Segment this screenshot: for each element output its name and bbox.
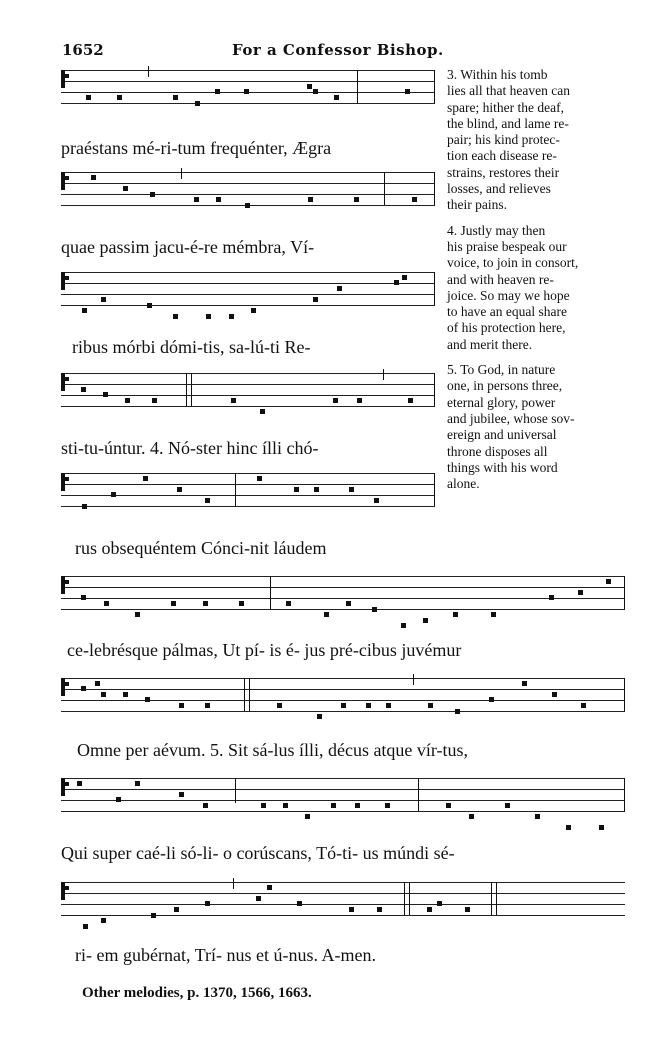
neume-icon bbox=[77, 781, 82, 786]
staff-mark bbox=[61, 70, 435, 71]
neume-icon bbox=[606, 579, 611, 584]
staff-mark bbox=[61, 81, 435, 82]
bar-line-icon bbox=[235, 778, 236, 803]
neume-icon bbox=[308, 197, 313, 202]
neume-icon bbox=[147, 303, 152, 308]
neume-icon bbox=[91, 175, 96, 180]
neume-icon bbox=[174, 907, 179, 912]
other-melodies-note: Other melodies, p. 1370, 1566, 1663. bbox=[82, 985, 312, 1001]
neume-icon bbox=[386, 703, 391, 708]
chant-staff-5 bbox=[61, 473, 435, 517]
neume-icon bbox=[205, 703, 210, 708]
neume-icon bbox=[337, 286, 342, 291]
bar-line-icon bbox=[235, 473, 236, 506]
neume-icon bbox=[257, 476, 262, 481]
neume-icon bbox=[341, 703, 346, 708]
chant-staff-8 bbox=[61, 778, 625, 822]
neume-icon bbox=[522, 681, 527, 686]
neume-icon bbox=[314, 487, 319, 492]
neume-icon bbox=[355, 803, 360, 808]
staff-mark bbox=[434, 172, 435, 205]
staff-mark bbox=[61, 384, 435, 385]
double-bar-icon bbox=[186, 373, 192, 406]
staff-mark bbox=[64, 682, 69, 686]
do-clef-icon bbox=[61, 70, 65, 88]
neume-icon bbox=[135, 781, 140, 786]
neume-icon bbox=[581, 703, 586, 708]
neume-icon bbox=[469, 814, 474, 819]
staff-mark bbox=[61, 811, 625, 812]
lyric-line-4: sti-tu-úntur. 4. Nó-ster hinc ílli chó- bbox=[61, 438, 319, 458]
staff-mark bbox=[624, 576, 625, 609]
neume-icon bbox=[123, 186, 128, 191]
neume-icon bbox=[423, 618, 428, 623]
staff-mark bbox=[61, 882, 625, 883]
neume-icon bbox=[135, 612, 140, 617]
staff-mark bbox=[61, 172, 435, 173]
chant-staff-1 bbox=[61, 70, 435, 114]
staff-mark bbox=[61, 711, 625, 712]
staff-mark bbox=[418, 778, 419, 811]
staff-mark bbox=[64, 886, 69, 890]
neume-icon bbox=[331, 803, 336, 808]
staff-mark bbox=[61, 484, 435, 485]
neume-icon bbox=[566, 825, 571, 830]
neume-icon bbox=[366, 703, 371, 708]
neume-icon bbox=[143, 476, 148, 481]
staff-mark bbox=[64, 477, 69, 481]
neume-icon bbox=[103, 392, 108, 397]
neume-icon bbox=[305, 814, 310, 819]
neume-icon bbox=[111, 492, 116, 497]
neume-icon bbox=[267, 885, 272, 890]
neume-icon bbox=[385, 803, 390, 808]
neume-icon bbox=[489, 697, 494, 702]
neume-icon bbox=[150, 192, 155, 197]
neume-icon bbox=[549, 595, 554, 600]
neume-icon bbox=[245, 203, 250, 208]
neume-icon bbox=[324, 612, 329, 617]
neume-icon bbox=[446, 803, 451, 808]
neume-icon bbox=[286, 601, 291, 606]
neume-icon bbox=[117, 95, 122, 100]
chant-staff-2 bbox=[61, 172, 435, 216]
do-clef-icon bbox=[61, 576, 65, 594]
neume-icon bbox=[427, 907, 432, 912]
neume-icon bbox=[412, 197, 417, 202]
stanza-text-column bbox=[447, 67, 623, 501]
neume-icon bbox=[95, 681, 100, 686]
staff-mark bbox=[61, 305, 435, 306]
neume-icon bbox=[203, 601, 208, 606]
neume-icon bbox=[357, 398, 362, 403]
staff-mark bbox=[61, 587, 625, 588]
staff-mark bbox=[434, 373, 435, 406]
neume-icon bbox=[152, 398, 157, 403]
staff-mark bbox=[233, 878, 234, 889]
staff-mark bbox=[64, 580, 69, 584]
staff-mark bbox=[61, 395, 435, 396]
neume-icon bbox=[405, 89, 410, 94]
neume-icon bbox=[505, 803, 510, 808]
neume-icon bbox=[260, 409, 265, 414]
staff-mark bbox=[64, 74, 69, 78]
neume-icon bbox=[215, 89, 220, 94]
double-bar-icon bbox=[244, 678, 250, 711]
lyric-line-9: ri- em gubérnat, Trí- nus et ú-nus. A-men. bbox=[75, 945, 376, 965]
staff-mark bbox=[61, 294, 435, 295]
staff-mark bbox=[61, 778, 625, 779]
neume-icon bbox=[123, 692, 128, 697]
neume-icon bbox=[317, 714, 322, 719]
neume-icon bbox=[372, 607, 377, 612]
do-clef-icon bbox=[61, 172, 65, 190]
staff-mark bbox=[61, 406, 435, 407]
staff-mark bbox=[61, 678, 625, 679]
staff-mark bbox=[434, 473, 435, 506]
staff-mark bbox=[61, 576, 625, 577]
neume-icon bbox=[206, 314, 211, 319]
staff-mark bbox=[61, 103, 435, 104]
neume-icon bbox=[173, 314, 178, 319]
lyric-line-2: quae passim jacu-é-re mémbra, Ví- bbox=[61, 237, 315, 257]
neume-icon bbox=[374, 498, 379, 503]
chant-staff-4 bbox=[61, 373, 435, 417]
neume-icon bbox=[151, 913, 156, 918]
neume-icon bbox=[82, 504, 87, 509]
neume-icon bbox=[203, 803, 208, 808]
staff-mark bbox=[61, 598, 625, 599]
bar-line-icon bbox=[357, 70, 358, 103]
chant-staff-3 bbox=[61, 272, 435, 316]
lyric-line-3: ribus mórbi dómi-tis, sa-lú-ti Re- bbox=[72, 337, 311, 357]
bar-line-icon bbox=[270, 576, 271, 609]
neume-icon bbox=[194, 197, 199, 202]
staff-mark bbox=[61, 373, 435, 374]
neume-icon bbox=[294, 487, 299, 492]
neume-icon bbox=[231, 398, 236, 403]
staff-mark bbox=[61, 272, 435, 273]
neume-icon bbox=[277, 703, 282, 708]
neume-icon bbox=[394, 280, 399, 285]
neume-icon bbox=[261, 803, 266, 808]
neume-icon bbox=[552, 692, 557, 697]
neume-icon bbox=[346, 601, 351, 606]
staff-mark bbox=[61, 915, 625, 916]
neume-icon bbox=[244, 89, 249, 94]
neume-icon bbox=[535, 814, 540, 819]
staff-mark bbox=[61, 283, 435, 284]
do-clef-icon bbox=[61, 678, 65, 696]
neume-icon bbox=[205, 498, 210, 503]
neume-icon bbox=[307, 84, 312, 89]
neume-icon bbox=[334, 95, 339, 100]
neume-icon bbox=[437, 901, 442, 906]
do-clef-icon bbox=[61, 272, 65, 290]
neume-icon bbox=[82, 308, 87, 313]
neume-icon bbox=[491, 612, 496, 617]
staff-mark bbox=[64, 377, 69, 381]
neume-icon bbox=[313, 297, 318, 302]
neume-icon bbox=[101, 692, 106, 697]
neume-icon bbox=[173, 95, 178, 100]
neume-icon bbox=[455, 709, 460, 714]
neume-icon bbox=[408, 398, 413, 403]
do-clef-icon bbox=[61, 778, 65, 796]
staff-mark bbox=[64, 276, 69, 280]
bar-line-icon bbox=[384, 172, 385, 205]
neume-icon bbox=[101, 297, 106, 302]
neume-icon bbox=[354, 197, 359, 202]
staff-mark bbox=[434, 70, 435, 103]
lyric-line-8: Qui super caé-li só-li- o corúscans, Tó-ti- us múndi sé- bbox=[61, 843, 455, 863]
chant-staff-6 bbox=[61, 576, 625, 620]
neume-icon bbox=[239, 601, 244, 606]
neume-icon bbox=[81, 387, 86, 392]
chant-staff-9 bbox=[61, 882, 625, 926]
staff-mark bbox=[624, 778, 625, 811]
staff-mark bbox=[148, 66, 149, 77]
staff-mark bbox=[61, 689, 625, 690]
neume-icon bbox=[349, 487, 354, 492]
neume-icon bbox=[349, 907, 354, 912]
double-bar-icon bbox=[491, 882, 497, 915]
running-title: For a Confessor Bishop. bbox=[232, 41, 444, 59]
neume-icon bbox=[104, 601, 109, 606]
double-bar-icon bbox=[404, 882, 410, 915]
staff-mark bbox=[413, 674, 414, 685]
neume-icon bbox=[81, 595, 86, 600]
neume-icon bbox=[179, 703, 184, 708]
do-clef-icon bbox=[61, 373, 65, 391]
do-clef-icon bbox=[61, 882, 65, 900]
lyric-line-6: ce-lebrésque pálmas, Ut pí- is é- jus pré-cibus juvémur bbox=[67, 640, 462, 660]
neume-icon bbox=[86, 95, 91, 100]
staff-mark bbox=[181, 168, 182, 179]
staff-mark bbox=[61, 789, 625, 790]
lyric-line-1: praéstans mé-ri-tum frequénter, Ægra bbox=[61, 138, 332, 158]
staff-mark bbox=[61, 495, 435, 496]
bar-line-icon bbox=[434, 272, 435, 305]
neume-icon bbox=[283, 803, 288, 808]
neume-icon bbox=[125, 398, 130, 403]
neume-icon bbox=[313, 89, 318, 94]
lyric-line-5: rus obsequéntem Cónci-nit láudem bbox=[75, 538, 327, 558]
do-clef-icon bbox=[61, 473, 65, 491]
neume-icon bbox=[251, 308, 256, 313]
neume-icon bbox=[81, 686, 86, 691]
staff-mark bbox=[61, 506, 435, 507]
staff-mark bbox=[624, 678, 625, 711]
neume-icon bbox=[297, 901, 302, 906]
neume-icon bbox=[453, 612, 458, 617]
stanza-5: 5. To God, in nature one, in persons three, eternal glory, power and jubilee, whose sov- ereign and universal throne disposes all things with his word alone. bbox=[447, 362, 575, 492]
neume-icon bbox=[599, 825, 604, 830]
chant-staff-7 bbox=[61, 678, 625, 722]
staff-mark bbox=[64, 176, 69, 180]
neume-icon bbox=[256, 896, 261, 901]
neume-icon bbox=[195, 101, 200, 106]
staff-mark bbox=[61, 609, 625, 610]
staff-mark bbox=[61, 800, 625, 801]
neume-icon bbox=[578, 590, 583, 595]
neume-icon bbox=[205, 901, 210, 906]
staff-mark bbox=[383, 369, 384, 380]
neume-icon bbox=[83, 924, 88, 929]
staff-mark bbox=[61, 194, 435, 195]
page-number: 1652 bbox=[62, 41, 104, 59]
lyric-line-7: Omne per aévum. 5. Sit sá-lus ílli, décus atque vír-tus, bbox=[77, 740, 469, 760]
neume-icon bbox=[401, 623, 406, 628]
neume-icon bbox=[145, 697, 150, 702]
neume-icon bbox=[116, 797, 121, 802]
neume-icon bbox=[171, 601, 176, 606]
stanza-4: 4. Justly may then his praise bespeak our voice, to join in consort, and with heaven re- joice. So may we hope to have an equal share of his protection here, and merit there. bbox=[447, 222, 579, 352]
stanza-3: 3. Within his tomb lies all that heaven can spare; hither the deaf, the blind, and lame re- pair; his kind protec- tion each disease re- strains, restores their losses, and relieves their pains. bbox=[447, 67, 570, 213]
staff-mark bbox=[64, 782, 69, 786]
neume-icon bbox=[333, 398, 338, 403]
neume-icon bbox=[465, 907, 470, 912]
neume-icon bbox=[179, 792, 184, 797]
staff-mark bbox=[61, 183, 435, 184]
neume-icon bbox=[216, 197, 221, 202]
neume-icon bbox=[377, 907, 382, 912]
staff-mark bbox=[61, 893, 625, 894]
neume-icon bbox=[177, 487, 182, 492]
neume-icon bbox=[229, 314, 234, 319]
neume-icon bbox=[101, 918, 106, 923]
neume-icon bbox=[428, 703, 433, 708]
staff-mark bbox=[61, 473, 435, 474]
staff-mark bbox=[61, 904, 625, 905]
neume-icon bbox=[402, 275, 407, 280]
